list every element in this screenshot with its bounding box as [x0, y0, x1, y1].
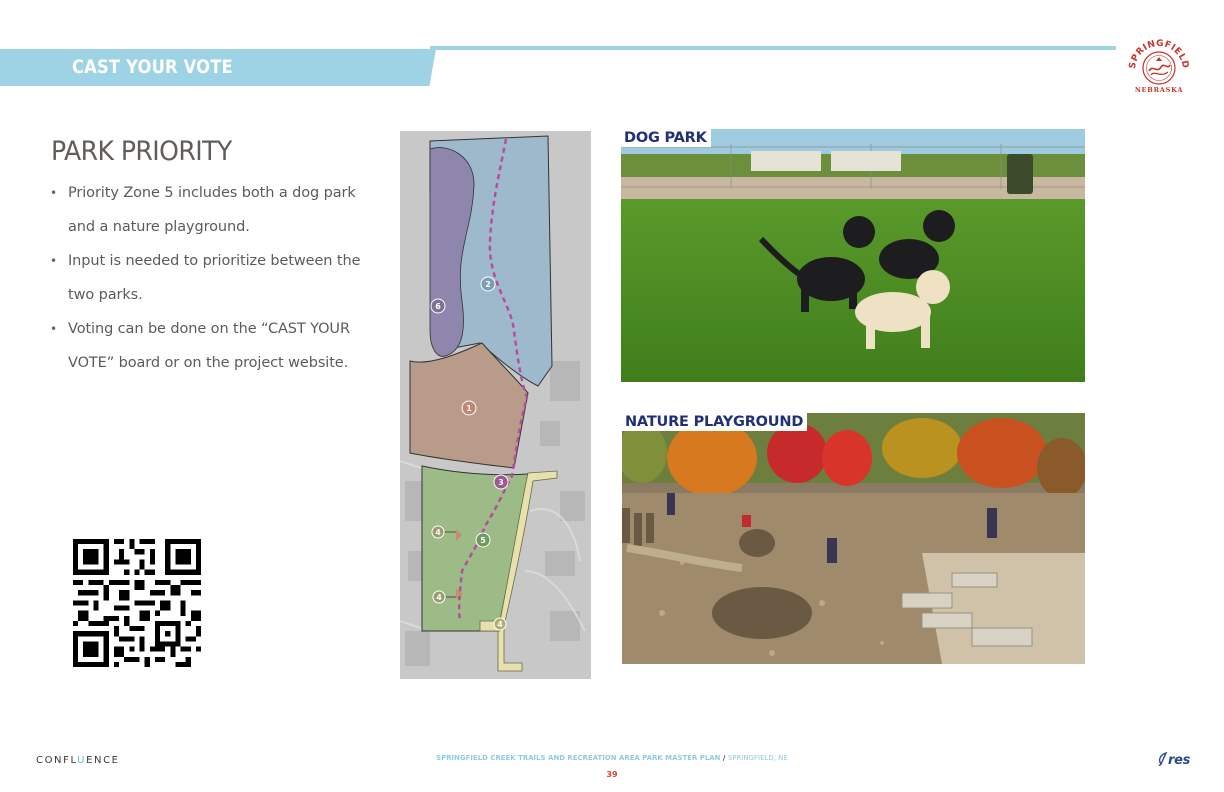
zone-label-6: 6	[435, 302, 441, 311]
logo-top-text: SPRINGFIELD	[1127, 38, 1191, 70]
header-rule	[430, 46, 1116, 50]
zone-label-3: 3	[498, 478, 504, 487]
nature-playground-photo	[622, 413, 1085, 664]
bullet-item: • Input is needed to prioritize between the two parks.	[50, 253, 361, 303]
bullet-item: • Priority Zone 5 includes both a dog park and a nature playground.	[50, 185, 356, 235]
confluence-logo: CONFLUENCE	[36, 755, 120, 766]
zone-label-4c: 4	[497, 620, 503, 629]
bullet-item: • Voting can be done on the “CAST YOUR VOTE” board or on the project website.	[50, 321, 350, 371]
dog-park-label: DOG PARK	[621, 129, 711, 147]
zone-label-2: 2	[485, 280, 491, 289]
logo-bottom-text: NEBRASKA	[1134, 86, 1184, 94]
page-title: PARK PRIORITY	[51, 136, 232, 167]
ores-logo: res	[1158, 752, 1190, 768]
footer-plan-title: SPRINGFIELD CREEK TRAILS AND RECREATION AREA PARK MASTER PLAN / SPRINGFIELD, NE	[436, 754, 788, 762]
park-zone-map	[400, 131, 591, 679]
svg-text:SPRINGFIELD	[1128, 39, 1190, 70]
dog-park-photo	[621, 129, 1085, 382]
zone-label-4a: 4	[435, 528, 441, 537]
springfield-logo	[1124, 34, 1194, 96]
zone-label-5: 5	[480, 536, 486, 545]
zone-label-1: 1	[466, 404, 472, 413]
springfield-seal-icon	[1143, 52, 1175, 84]
banner-title: CAST YOUR VOTE	[72, 56, 233, 78]
zone-label-4b: 4	[436, 593, 442, 602]
page-number: 39	[606, 770, 618, 779]
bullet-list	[50, 176, 370, 380]
nature-playground-label: NATURE PLAYGROUND	[622, 413, 807, 431]
qr-code-icon[interactable]	[72, 539, 202, 667]
ores-leaf-icon	[1158, 752, 1168, 766]
